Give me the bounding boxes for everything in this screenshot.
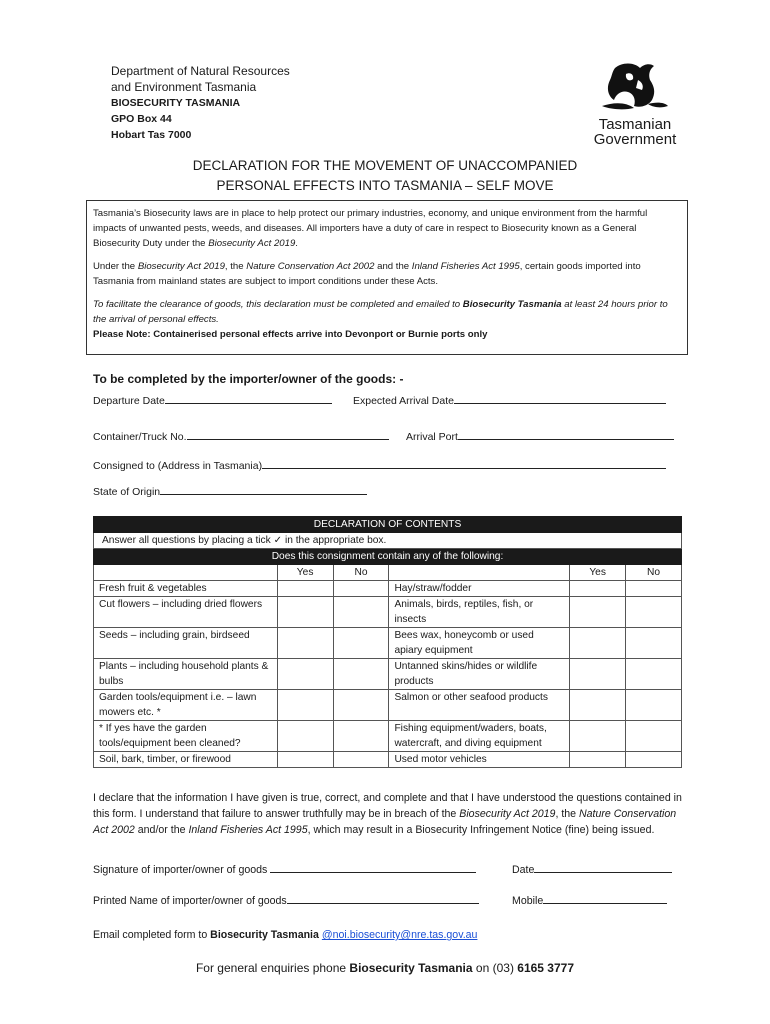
printed-name-field[interactable] [287, 892, 479, 904]
item-label: Fresh fruit & vegetables [94, 581, 278, 597]
no-checkbox[interactable] [626, 752, 682, 768]
container-row [93, 428, 389, 443]
printed-name-label: Printed Name of importer/owner of goods [93, 895, 287, 907]
item-label: Soil, bark, timber, or firewood [94, 752, 278, 768]
no-checkbox[interactable] [626, 628, 682, 659]
declaration-text: I declare that the information I have given is true, correct, and complete and that I have understood the questions contained in this form. I understand that failure to answer truthfully may be in breach of the Biosecurity Act 2019, the Nature Conservation Act 2002 and/or the Inland Fisheries Act 1995, which may result in a Biosecurity Infringement Notice (fine) being issued. [93, 792, 682, 836]
no-checkbox[interactable] [333, 597, 389, 628]
no-checkbox[interactable] [626, 721, 682, 752]
yes-checkbox[interactable] [570, 752, 626, 768]
email-link[interactable]: @noi.biosecurity@nre.tas.gov.au [321, 929, 478, 941]
item-label: Fishing equipment/waders, boats, watercraft, and diving equipment [389, 721, 570, 752]
mobile-field[interactable] [543, 892, 667, 904]
container-field[interactable] [187, 428, 389, 440]
instruction-row [94, 533, 682, 549]
yes-checkbox[interactable] [277, 721, 333, 752]
no-checkbox[interactable] [626, 597, 682, 628]
table-question: Does this consignment contain any of the following: [94, 549, 682, 565]
departure-date-label: Departure Date [93, 395, 165, 407]
yes-checkbox[interactable] [570, 597, 626, 628]
arrival-port-row [406, 428, 674, 443]
yes-header: Yes [570, 565, 626, 581]
arrival-date-field[interactable] [454, 392, 666, 404]
item-label: Bees wax, honeycomb or used apiary equipment [389, 628, 570, 659]
no-checkbox[interactable] [626, 581, 682, 597]
table-row [94, 581, 682, 597]
table-row [94, 597, 682, 628]
item-label: Seeds – including grain, birdseed [94, 628, 278, 659]
item-label: Cut flowers – including dried flowers [94, 597, 278, 628]
title-line-2: PERSONAL EFFECTS INTO TASMANIA – SELF MOVE [216, 178, 554, 193]
table-row [94, 721, 682, 752]
item-label: Animals, birds, reptiles, fish, or insects [389, 597, 570, 628]
signature-row [93, 861, 476, 876]
no-checkbox[interactable] [333, 690, 389, 721]
mobile-row [512, 892, 667, 907]
yes-checkbox[interactable] [570, 581, 626, 597]
signature-field[interactable] [270, 861, 476, 873]
item-label: Untanned skins/hides or wildlife products [389, 659, 570, 690]
table-row [94, 628, 682, 659]
table-row [94, 690, 682, 721]
origin-label: State of Origin [93, 486, 161, 498]
origin-field[interactable] [160, 483, 367, 495]
ports-note: Please Note: Containerised personal effects arrive into Devonport or Burnie ports only [93, 329, 488, 340]
yes-checkbox[interactable] [277, 752, 333, 768]
no-checkbox[interactable] [626, 690, 682, 721]
mobile-label: Mobile [512, 895, 544, 907]
title-line-1: DECLARATION FOR THE MOVEMENT OF UNACCOMPANIED [192, 158, 578, 173]
logo-line-2: Government [593, 131, 677, 148]
yes-checkbox[interactable] [277, 581, 333, 597]
table-title-row [94, 517, 682, 533]
departure-date-field[interactable] [165, 392, 332, 404]
email-line: Email completed form to Biosecurity Tasmania @noi.biosecurity@nre.tas.gov.au [93, 929, 478, 941]
origin-row [93, 483, 367, 498]
yes-checkbox[interactable] [277, 628, 333, 659]
item-label: Garden tools/equipment i.e. – lawn mowers etc. * [94, 690, 278, 721]
question-row [94, 549, 682, 565]
printed-name-row [93, 892, 479, 907]
table-row [94, 659, 682, 690]
yes-checkbox[interactable] [570, 721, 626, 752]
devil-emblem-icon [600, 60, 670, 112]
arrival-port-field[interactable] [458, 428, 674, 440]
signature-label: Signature of importer/owner of goods [93, 864, 268, 876]
intro-paragraph-2: Under the Biosecurity Act 2019, the Nature Conservation Act 2002 and the Inland Fisheries Act 1995, certain goods imported into Tasmania from mainland states are subject to import conditions under these Acts. [93, 261, 641, 287]
date-row [512, 861, 672, 876]
table-row [94, 752, 682, 768]
dept-line-1: Department of Natural Resources [111, 64, 290, 78]
consigned-row [93, 457, 666, 472]
yes-checkbox[interactable] [570, 659, 626, 690]
yes-no-header-row [94, 565, 682, 581]
item-label: Used motor vehicles [389, 752, 570, 768]
no-checkbox[interactable] [626, 659, 682, 690]
declaration-table [93, 516, 682, 768]
no-checkbox[interactable] [333, 628, 389, 659]
no-header: No [333, 565, 389, 581]
arrival-date-row [353, 392, 666, 407]
org-name: BIOSECURITY TASMANIA [111, 97, 241, 109]
po-box: GPO Box 44 [111, 113, 172, 125]
table-title: DECLARATION OF CONTENTS [94, 517, 682, 533]
no-checkbox[interactable] [333, 721, 389, 752]
departure-date-row [93, 392, 332, 407]
no-checkbox[interactable] [333, 752, 389, 768]
form-title [120, 156, 650, 196]
date-label: Date [512, 864, 535, 876]
item-label: * If yes have the garden tools/equipment been cleaned? [94, 721, 278, 752]
consigned-field[interactable] [262, 457, 666, 469]
yes-checkbox[interactable] [570, 628, 626, 659]
phone-number: 6165 3777 [517, 961, 575, 975]
tasmanian-government-logo [585, 60, 685, 147]
arrival-port-label: Arrival Port [406, 431, 458, 443]
container-label: Container/Truck No. [93, 431, 187, 443]
item-label: Plants – including household plants & bulbs [94, 659, 278, 690]
yes-checkbox[interactable] [277, 597, 333, 628]
city: Hobart Tas 7000 [111, 129, 192, 141]
consigned-label: Consigned to (Address in Tasmania) [93, 460, 263, 472]
date-field[interactable] [534, 861, 672, 873]
importer-heading: To be completed by the importer/owner of the goods: - [93, 372, 404, 386]
yes-checkbox[interactable] [570, 690, 626, 721]
no-header: No [626, 565, 682, 581]
intro-box [86, 200, 688, 355]
enquiries-footer: For general enquiries phone Biosecurity Tasmania on (03) 6165 3777 [195, 961, 575, 975]
arrival-date-label: Expected Arrival Date [353, 395, 454, 407]
item-label: Hay/straw/fodder [389, 581, 570, 597]
no-checkbox[interactable] [333, 659, 389, 690]
dept-line-2: and Environment Tasmania [111, 80, 257, 94]
sender-address [111, 63, 290, 143]
intro-paragraph-1: Tasmania’s Biosecurity laws are in place to help protect our primary industries, economy, and unique environment from the harmful impacts of unwanted pests, weeds, and diseases. All importers have a duty of care in respect to Biosecurity known as a General Biosecurity Duty under the Biosecurity Act 2019. [93, 208, 648, 249]
table-instruction: Answer all questions by placing a tick ✓ in the appropriate box. [94, 533, 682, 549]
yes-header: Yes [277, 565, 333, 581]
intro-paragraph-3: To facilitate the clearance of goods, this declaration must be completed and emailed to Biosecurity Tasmania at least 24 hours prior to the arrival of personal effects. [93, 299, 668, 325]
no-checkbox[interactable] [333, 581, 389, 597]
item-label: Salmon or other seafood products [389, 690, 570, 721]
logo-line-1: Tasmanian [598, 116, 672, 133]
yes-checkbox[interactable] [277, 659, 333, 690]
yes-checkbox[interactable] [277, 690, 333, 721]
